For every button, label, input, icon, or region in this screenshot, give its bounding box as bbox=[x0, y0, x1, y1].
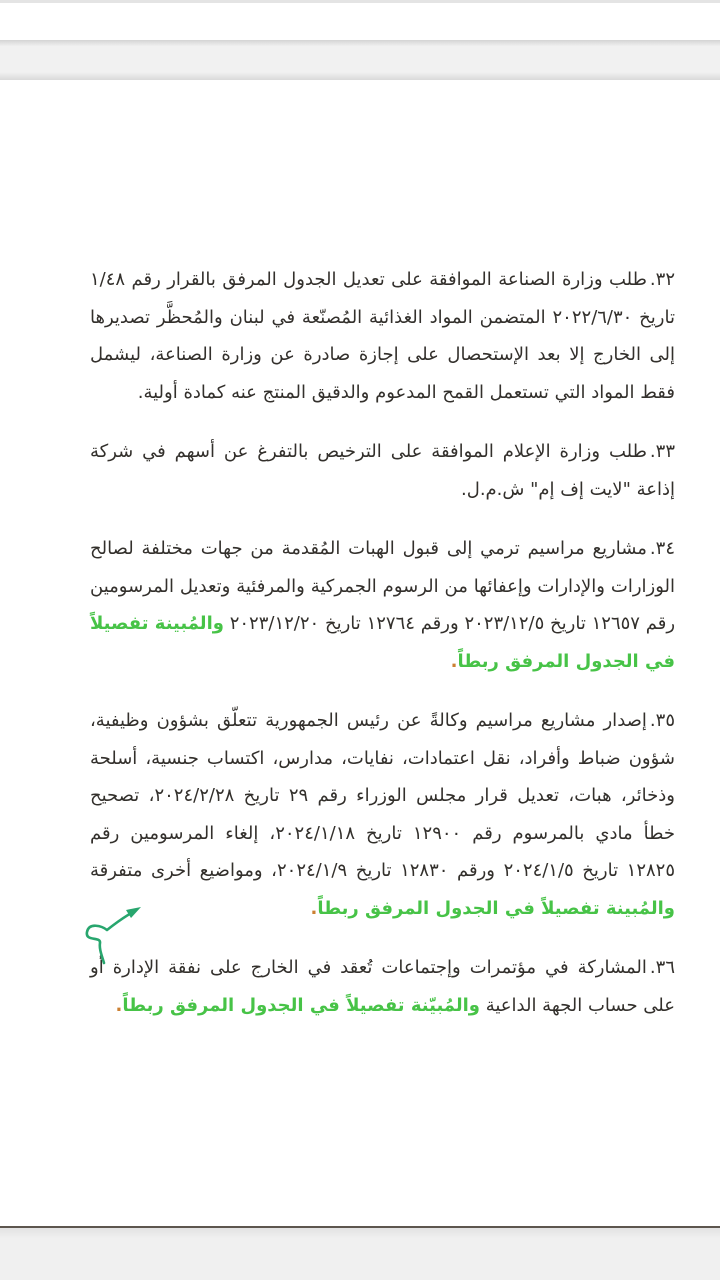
highlight-period: . bbox=[450, 650, 458, 672]
item-number: ٣٤. bbox=[649, 538, 675, 559]
item-number: ٣٦. bbox=[649, 957, 675, 978]
viewport-top-edge bbox=[0, 0, 720, 3]
agenda-item-36 bbox=[90, 949, 675, 1024]
item-text: طلب وزارة الإعلام الموافقة على الترخيص بالتفرغ عن أسهم في شركة إذاعة "لايت إف إم" ش.م.ل. bbox=[90, 441, 675, 500]
item-number: ٣٢. bbox=[649, 269, 675, 290]
pen-stroke bbox=[87, 912, 133, 963]
item-highlight-text: والمُبينة تفصيلاً في الجدول المرفق ربطاً bbox=[90, 613, 675, 672]
item-text: طلب وزارة الصناعة الموافقة على تعديل الجدول المرفق بالقرار رقم ١/٤٨ تاريخ ٢٠٢٢/٦/٣٠ المتضمن المواد الغذائية المُصنّعة في لبنان والمُحظَّر تصديرها إلى الخارج إلا بعد الإستحصال على إجازة صادرة عن وزارة الصناعة، ليشمل فقط المواد التي تستعمل القمح المدعوم والدقيق المنتج عنه كمادة أولية. bbox=[90, 269, 675, 403]
item-text: مشاريع مراسيم ترمي إلى قبول الهبات المُقدمة من جهات مختلفة لصالح الوزارات والإدارات وإعفائها من الرسوم الجمركية والمرفئية وتعديل المرسومين رقم ١٢٦٥٧ تاريخ ٢٠٢٣/١٢/٥ ورقم ١٢٧٦٤ تاريخ ٢٠٢٣/١٢/٢٠ bbox=[90, 538, 676, 634]
item-number: ٣٣. bbox=[649, 441, 675, 462]
item-highlight-text: والمُبيّنة تفصيلاً في الجدول المرفق ربطاً bbox=[122, 994, 480, 1016]
highlight-period: . bbox=[115, 994, 123, 1016]
item-number: ٣٥. bbox=[649, 710, 675, 731]
agenda-items-list bbox=[90, 261, 675, 1024]
handwritten-pen-mark bbox=[62, 896, 162, 976]
highlight-period: . bbox=[310, 897, 318, 919]
page-separator-top bbox=[0, 40, 720, 80]
agenda-item-35 bbox=[90, 702, 675, 927]
item-text: المشاركة في مؤتمرات وإجتماعات تُعقد في الخارج على نفقة الإدارة أو على حساب الجهة الداعية bbox=[90, 957, 675, 1016]
item-highlight-text: والمُبينة تفصيلاً في الجدول المرفق ربطاً bbox=[317, 897, 675, 919]
agenda-item-32 bbox=[90, 261, 675, 411]
agenda-item-33 bbox=[90, 433, 675, 508]
agenda-item-34 bbox=[90, 530, 675, 680]
item-text: إصدار مشاريع مراسيم وكالةً عن رئيس الجمهورية تتعلّق بشؤون وظيفية، شؤون ضباط وأفراد، نقل اعتمادات، نفايات، مدارس، اكتساب جنسية، أسلحة وذخائر، هبات، تعديل قرار مجلس الوزراء رقم ٢٩ تاريخ ٢٠٢٤/٢/٢٨، تصحيح خطأ مادي بالمرسوم رقم ١٢٩٠٠ تاريخ ٢٠٢٤/١/١٨، إلغاء المرسومين رقم ١٢٨٢٥ تاريخ ٢٠٢٤/١/٥ ورقم ١٢٨٣٠ تاريخ ٢٠٢٤/١/٩، ومواضيع أخرى متفرقة bbox=[90, 710, 676, 881]
page-separator-bottom bbox=[0, 1228, 720, 1280]
